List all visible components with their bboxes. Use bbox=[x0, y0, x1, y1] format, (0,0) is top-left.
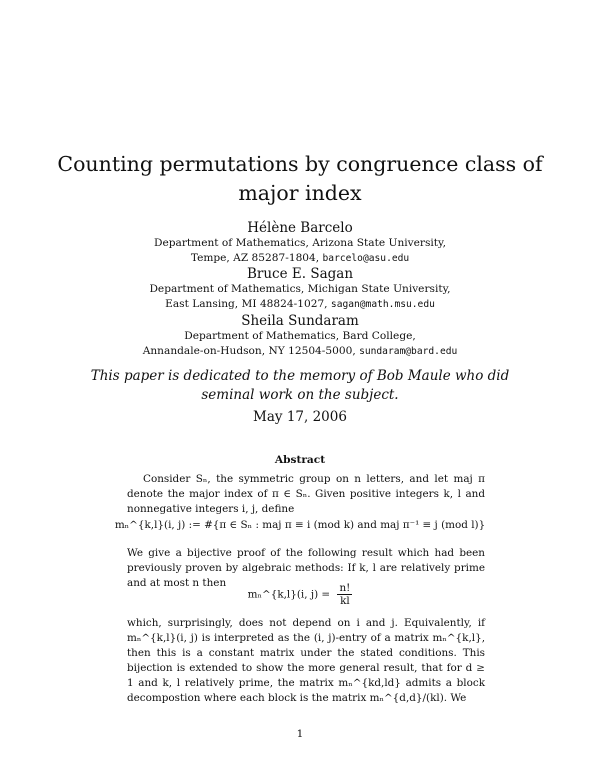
dedication bbox=[0, 367, 600, 405]
author-block-barcelo bbox=[0, 220, 600, 266]
paper-title bbox=[0, 150, 600, 208]
author-affiliation: Department of Mathematics, Bard College, bbox=[184, 330, 416, 342]
equation-definition: mₙ^{k,l}(i, j) := #{π ∈ Sₙ : maj π ≡ i (mod k) and maj π⁻¹ ≡ j (mod l)} bbox=[114, 519, 486, 531]
author-address bbox=[0, 344, 600, 359]
abstract-paragraph-3: which, surprisingly, does not depend on i and j. Equivalently, if mₙ^{k,l}(i, j) is interpreted as the (i, j)-entry of a matrix mₙ^{k,l}, then this is a constant matrix under the stated conditions. This bijection is extended to show the more general result, that for d ≥ 1 and k, l relatively prime, the matrix mₙ^{kd,ld} admits a block decompostion where each block is the matrix mₙ^{d,d}/(kl). We bbox=[127, 617, 485, 704]
equation-lhs: mₙ^{k,l}(i, j) = bbox=[247, 588, 331, 601]
author-block-sundaram bbox=[0, 313, 600, 359]
author-email: sundaram@bard.edu bbox=[359, 346, 458, 357]
fraction bbox=[337, 582, 352, 607]
author-email: barcelo@asu.edu bbox=[322, 253, 410, 264]
author-block-sagan bbox=[0, 266, 600, 312]
author-name: Bruce E. Sagan bbox=[246, 266, 354, 282]
address-text: East Lansing, MI 48824-1027, bbox=[165, 298, 331, 310]
paper-date: May 17, 2006 bbox=[253, 409, 347, 425]
dedication-line-2: seminal work on the subject. bbox=[201, 387, 399, 403]
page-number: 1 bbox=[296, 728, 304, 740]
dedication-line-1: This paper is dedicated to the memory of Bob Maule who did bbox=[90, 368, 510, 384]
fraction-denominator: kl bbox=[340, 595, 350, 607]
abstract-paragraph-1: Consider Sₙ, the symmetric group on n letters, and let maj π denote the major index of π ∈ Sₙ. Given positive integers k, l and nonnegative integers i, j, define bbox=[127, 473, 485, 515]
author-affiliation: Department of Mathematics, Arizona State University, bbox=[153, 237, 446, 249]
title-line-1: Counting permutations by congruence class of bbox=[57, 152, 543, 176]
author-address bbox=[0, 251, 600, 266]
abstract-paragraph-2: We give a bijective proof of the following result which had been previously proven by algebraic methods: If k, l are relatively prime and at most n then bbox=[127, 547, 485, 589]
title-line-2: major index bbox=[238, 181, 362, 205]
fraction-numerator: n! bbox=[339, 582, 351, 594]
address-text: Tempe, AZ 85287-1804, bbox=[190, 252, 323, 264]
author-email: sagan@math.msu.edu bbox=[330, 299, 435, 310]
author-address bbox=[0, 297, 600, 312]
author-name: Sheila Sundaram bbox=[241, 313, 359, 329]
equation-result bbox=[0, 582, 600, 607]
author-name: Hélène Barcelo bbox=[247, 220, 353, 236]
abstract-heading: Abstract bbox=[274, 454, 326, 466]
address-text: Annandale-on-Hudson, NY 12504-5000, bbox=[142, 345, 360, 357]
author-affiliation: Department of Mathematics, Michigan State University, bbox=[149, 283, 451, 295]
